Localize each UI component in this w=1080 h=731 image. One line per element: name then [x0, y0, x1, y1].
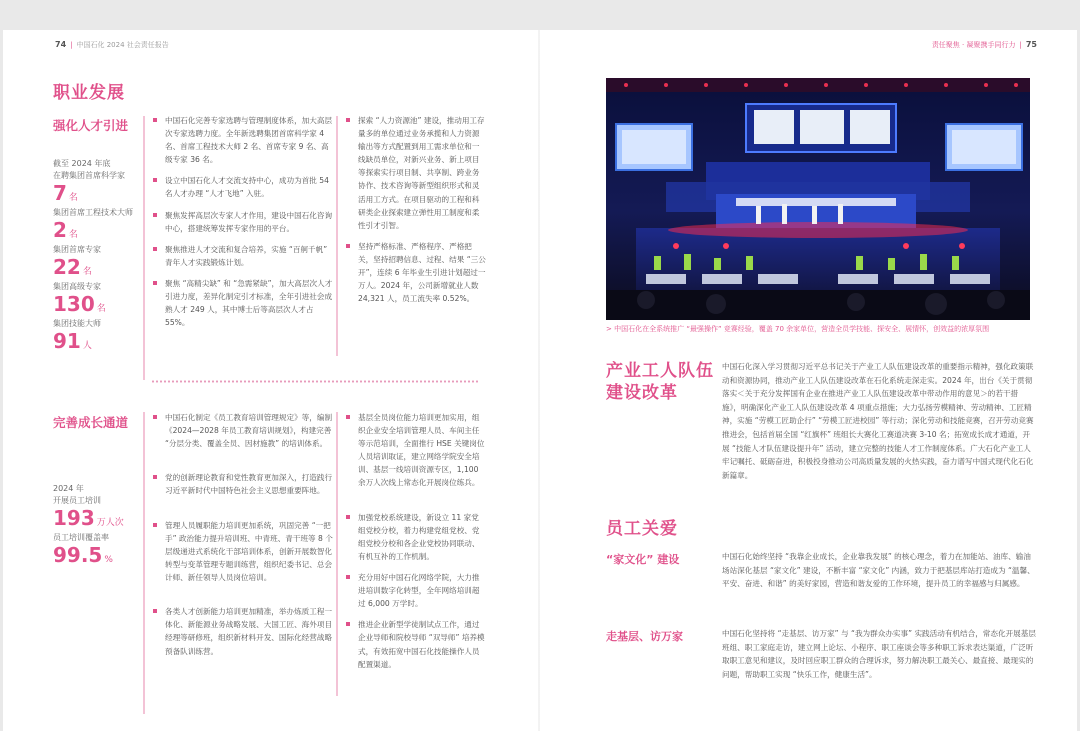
bullet-paragraph: 聚焦发挥高层次专家人才作用，建设中国石化咨询中心，搭建统筹发挥专家作用的平台。 — [153, 209, 335, 235]
stat-value — [53, 256, 92, 283]
stat-number: 130 — [53, 292, 95, 316]
stat-label: 集团高级专家 — [53, 282, 101, 291]
bullet-paragraph: 设立中国石化人才交流支持中心，成功为首批 54 名人才办理 “人才飞地” 入驻。 — [153, 174, 335, 200]
dotted-separator — [151, 380, 479, 383]
stage-illustration — [606, 78, 1030, 320]
bullet-paragraph: 基层全员岗位能力培训更加实用，组织企业安全培训管理人员、车间主任等示范培训，全面推行 HSE 关键岗位人员培训取证，建立网络学院安全培训、基层一线培训资源专区，1,100 余万人次线上常态化开展岗位练兵。 — [346, 411, 486, 490]
stat-unit: 名 — [82, 267, 92, 277]
report-title: 中国石化 2024 社会责任报告 — [76, 41, 169, 49]
bullet-paragraph: 中国石化完善专家选聘与管理制度体系，加大高层次专家选聘力度。全年新选聘集团首席科学家 4 名、首席工程技术大师 2 名、首席专家 9 名、高级专家 36 名。 — [153, 114, 335, 166]
bullet-paragraph: 充分用好中国石化网络学院，大力推进培训数字化转型，全年网络培训超过 6,000 万学时。 — [346, 571, 486, 610]
bullet-paragraph: 推进企业新型学徒制试点工作，通过企业导师和院校导师 “双导师” 培养模式，有效拓宽中国石化技能操作人员配置渠道。 — [346, 618, 486, 670]
stat-value — [53, 293, 106, 320]
stat-label: 员工培训覆盖率 — [53, 533, 109, 542]
section-title-career: 职业发展 — [53, 83, 125, 103]
stat-value — [53, 219, 78, 246]
industrial-paragraph: 中国石化深入学习贯彻习近平总书记关于产业工人队伍建设改革的重要指示精神，强化政策联动和资源协同，推动产业工人队伍建设改革在石化系统走深走实。2024 年，出台《关于贯彻落实＜关于充分发挥国有企业在推进产业工人队伍建设改革中带动作用的意见＞的若干措施》，明确深化产业工人队伍建设改革 4 项重点措施；大力弘扬劳模精神、劳动精神、工匠精神，实施 “劳模工匠助企行” “劳模工匠进校园” 等行动；深化劳动和技能竞赛，召开劳动竞赛推进会，包括首届全国 “红旗杯” 班组长大赛化工赛道决赛 3-10 名；拓宽成长成才通道，开展 “技能人才队伍建设提升年” 活动，建立完整的技能人才工作制度体系。广大石化产业工人牢记嘱托、砥砺奋进，积极投身推动公司高质量发展的火热实践，奋力谱写中国式现代化石化新篇章。 — [722, 362, 1034, 480]
stat-number: 99.5 — [53, 543, 103, 567]
stat-unit: 名 — [68, 230, 78, 240]
page-number: 74 — [55, 40, 67, 49]
left-page — [3, 30, 538, 731]
care-family-paragraph: 中国石化始终坚持 “我靠企业成长，企业靠我发展” 的核心理念，着力在加能站、油库、输油场站深化基层 “家文化” 建设，不断丰富 “家文化” 内涵，致力于把基层库站打造成为 “温馨、平安、奋进、和谐” 的美好家园，营造和谐友爱的工作环境，提升员工的幸福感与归属感。 — [722, 552, 1035, 589]
bullet-paragraph: 各类人才创新能力培训更加精准，举办炼质工程一体化、新能源业务战略发展、大国工匠、海外项目经理等研修班，组织新材料开发、国际化经营战略预备队训练营。 — [153, 605, 335, 657]
bullet-paragraph: 探索 “人力资源池” 建设，推动用工存量多的单位通过业务承揽和人力资源输出等方式配置到用工需求单位和一线缺员单位，对新兴业务、新上项目等探索实行项目制、共享制、跨业务协作、技术咨询等新型组织形式和灵活用工方式。在项目驱动的工程和科研类企业探索建立弹性用工制度和柔性引才引智。 — [346, 114, 486, 232]
stat-number: 2 — [53, 218, 67, 242]
care-subtitle-visits: 走基层、访万家 — [606, 630, 683, 643]
care-visits-paragraph: 中国石化坚持将 “走基层、访万家” 与 “我为群众办实事” 实践活动有机结合，常态化开展基层班组、职工家庭走访，建立网上论坛、小程序、职工座谈会等多种职工诉求表达渠道，广泛听取职工意见和建议，及时回应职工群众的合理诉求，努力解决职工最关心、最直接、最现实的问题，帮助职工实现 “快乐工作，健康生活”。 — [722, 629, 1036, 679]
stat-value — [53, 182, 78, 209]
right-page — [540, 30, 1077, 731]
stat-value — [53, 544, 113, 571]
divider-bar — [336, 412, 338, 696]
bullet-paragraph: 中国石化制定《员工教育培训管理规定》等，编制《2024—2028 年员工教育培训规划》，构建完善 “分层分类、覆盖全员、因材施教” 的培训体系。 — [153, 411, 335, 450]
divider-bar — [143, 412, 145, 714]
stat-label: 集团技能大师 — [53, 319, 101, 328]
right-folio: 责任聚焦 · 凝聚携手同行力 | 75 — [931, 40, 1037, 49]
stat-label: 截至 2024 年底 在聘集团首席科学家 — [53, 159, 125, 180]
page-number: 75 — [1025, 40, 1037, 49]
stat-value — [53, 330, 92, 357]
photo-caption: > 中国石化在全系统推广 “最强操作” 竞赛经验，覆盖 70 余家单位，营造全员学技能、探安全、展情怀，创效益的浓厚氛围 — [606, 325, 990, 333]
stat-unit: 人 — [82, 341, 92, 351]
left-folio: 74 | 中国石化 2024 社会责任报告 — [55, 40, 169, 49]
stat-label: 集团首席专家 — [53, 245, 101, 254]
stat-number: 193 — [53, 506, 95, 530]
stat-value — [53, 507, 124, 534]
bullet-paragraph: 加强党校系统建设，新设立 11 家党组党校分校，着力构建党组党校、党组党校分校和各企业党校协同联动、有机互补的工作机制。 — [346, 511, 486, 563]
stat-unit: 名 — [96, 304, 106, 314]
stat-label: 2024 年 开展员工培训 — [53, 484, 101, 505]
stat-label: 集团首席工程技术大师 — [53, 208, 133, 217]
section-title-industrial: 产业工人队伍 建设改革 — [606, 361, 714, 403]
divider-bar — [336, 116, 338, 356]
subsection-title-talent: 强化人才引进 — [53, 118, 129, 133]
subsection-title-growth: 完善成长通道 — [53, 415, 129, 430]
bullet-paragraph: 管理人员履职能力培训更加系统，巩固完善 “一把手” 政治能力提升培训班、中青班、青干班等 8 个层级递进式系统化干部培训体系，创新开展数智化转型与变革管理专题训练营，组织纪委书记、总会计师、新任领导人员岗位培训。 — [153, 519, 335, 584]
bullet-paragraph: 聚焦 “高精尖缺” 和 “急需紧缺”，加大高层次人才引进力度，差异化制定引才标准，全年引进社会成熟人才 249 人，其中博士后等高层次人才占 55%。 — [153, 277, 335, 329]
care-subtitle-family: “家文化” 建设 — [606, 553, 680, 566]
stat-number: 22 — [53, 255, 81, 279]
stat-unit: 名 — [68, 193, 78, 203]
stat-number: 7 — [53, 181, 67, 205]
bullet-paragraph: 坚持严格标准、严格程序、严格把关，坚持招聘信息、过程、结果 “三公开”，连续 6 年毕业生引进计划超过一万人。2024 年，公司新增就业人数 24,321 人，员工流失率 0.52%。 — [346, 240, 486, 305]
competition-photo — [606, 78, 1030, 320]
stat-unit: % — [104, 555, 113, 565]
stat-number: 91 — [53, 329, 81, 353]
chapter-title: 责任聚焦 · 凝聚携手同行力 — [931, 41, 1016, 49]
section-title-care: 员工关爱 — [606, 519, 678, 539]
bullet-paragraph: 聚焦推进人才交流和复合培养，实施 “百舸千帆” 青年人才实践锻炼计划。 — [153, 243, 335, 269]
bullet-paragraph: 党的创新理论教育和党性教育更加深入，打造践行习近平新时代中国特色社会主义思想重要阵地。 — [153, 471, 335, 497]
stat-unit: 万人次 — [96, 518, 124, 528]
divider-bar — [143, 116, 145, 380]
